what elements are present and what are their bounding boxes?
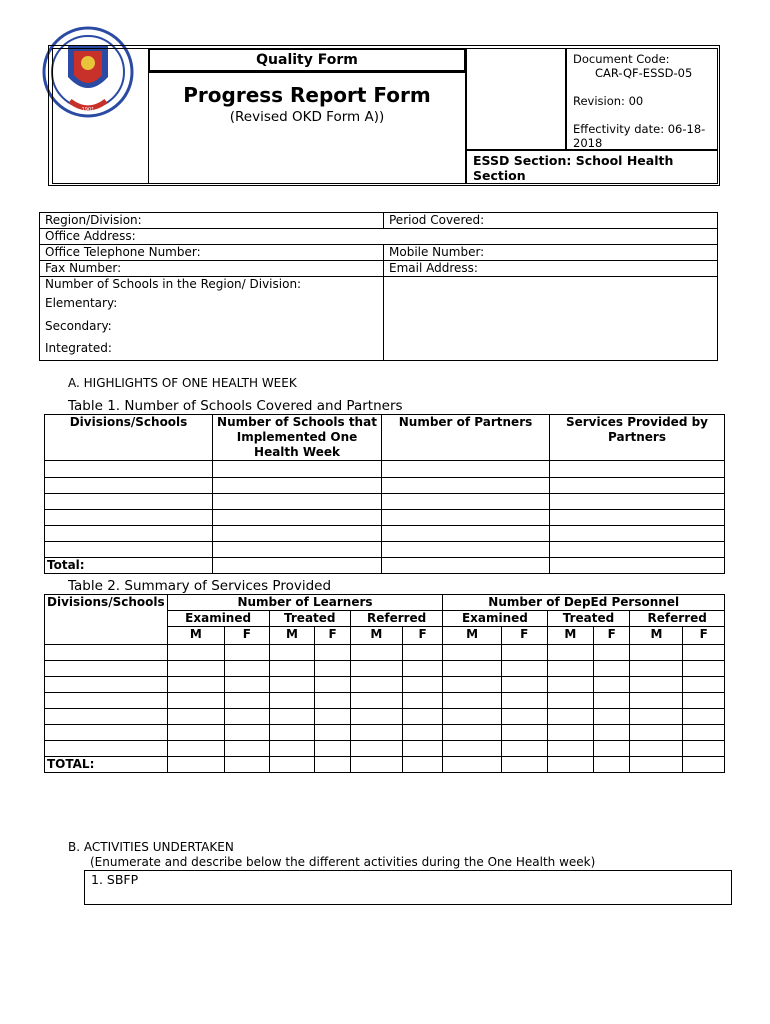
table-cell[interactable] xyxy=(594,693,630,709)
table-row xyxy=(45,757,725,773)
table-cell[interactable] xyxy=(443,661,502,677)
table-cell[interactable] xyxy=(350,709,402,725)
table-cell[interactable] xyxy=(501,661,547,677)
table-cell[interactable] xyxy=(224,677,269,693)
t2-total-label: TOTAL: xyxy=(45,757,168,773)
table-cell[interactable] xyxy=(269,693,315,709)
table-cell[interactable] xyxy=(594,741,630,757)
table-cell[interactable] xyxy=(594,677,630,693)
table-cell[interactable] xyxy=(501,693,547,709)
table-cell[interactable] xyxy=(45,526,213,542)
revision: Revision: 00 xyxy=(573,94,644,108)
table-cell[interactable] xyxy=(547,725,594,741)
table-cell[interactable] xyxy=(213,478,382,494)
table-row xyxy=(45,677,725,693)
table-cell[interactable] xyxy=(45,494,213,510)
table-cell[interactable] xyxy=(315,661,351,677)
table-cell[interactable] xyxy=(350,725,402,741)
table-cell[interactable] xyxy=(547,709,594,725)
table-cell[interactable] xyxy=(213,542,382,558)
table-cell[interactable] xyxy=(683,709,725,725)
t2-m: M xyxy=(350,627,402,645)
table-cell[interactable] xyxy=(630,645,683,661)
table-cell[interactable] xyxy=(45,510,213,526)
elementary-label: Elementary: xyxy=(45,296,118,310)
table-cell[interactable] xyxy=(45,478,213,494)
table-cell[interactable] xyxy=(224,661,269,677)
table-cell[interactable] xyxy=(683,741,725,757)
t2-m: M xyxy=(269,627,315,645)
integrated-label: Integrated: xyxy=(45,341,112,355)
table-cell[interactable] xyxy=(683,661,725,677)
section-b-instruction: (Enumerate and describe below the different activities during the One Health week) xyxy=(90,855,596,869)
table-cell[interactable] xyxy=(45,661,168,677)
table-cell[interactable] xyxy=(594,661,630,677)
table-row xyxy=(45,709,725,725)
table-cell[interactable] xyxy=(550,494,725,510)
essd-section-line2: Section xyxy=(473,168,526,183)
table-cell[interactable] xyxy=(269,741,315,757)
t2-header-personnel: Number of DepEd Personnel xyxy=(443,595,725,611)
schools-count-blank[interactable] xyxy=(384,277,718,361)
t2-m: M xyxy=(443,627,502,645)
table-cell[interactable] xyxy=(402,725,443,741)
t2-m: M xyxy=(630,627,683,645)
t2-f: F xyxy=(315,627,351,645)
table-cell[interactable] xyxy=(630,741,683,757)
table-cell[interactable] xyxy=(443,677,502,693)
activity-item-1: 1. SBFP xyxy=(91,872,139,887)
essd-section-cell xyxy=(466,150,718,184)
table-cell[interactable] xyxy=(402,645,443,661)
t1-total-label: Total: xyxy=(45,558,213,574)
table-cell[interactable] xyxy=(224,709,269,725)
table-cell[interactable] xyxy=(630,725,683,741)
table-cell[interactable] xyxy=(167,741,224,757)
essd-section-line1: ESSD Section: School Health xyxy=(473,153,674,168)
table-cell[interactable] xyxy=(594,709,630,725)
table-cell[interactable] xyxy=(315,693,351,709)
table-cell[interactable] xyxy=(315,725,351,741)
table-cell[interactable] xyxy=(45,693,168,709)
t1-header-divisions: Divisions/Schools xyxy=(45,415,213,461)
table-cell[interactable] xyxy=(683,677,725,693)
table-cell[interactable] xyxy=(547,677,594,693)
t1-header-services: Services Provided by Partners xyxy=(550,415,725,461)
table-cell[interactable] xyxy=(501,645,547,661)
table-cell[interactable] xyxy=(224,693,269,709)
table-cell[interactable] xyxy=(630,709,683,725)
table-cell[interactable] xyxy=(402,741,443,757)
table-cell[interactable] xyxy=(594,757,630,773)
table-cell[interactable] xyxy=(382,542,550,558)
region-division-field[interactable]: Region/Division: xyxy=(40,213,384,229)
title-box xyxy=(148,72,466,184)
table-cell[interactable] xyxy=(269,757,315,773)
table-cell[interactable] xyxy=(167,677,224,693)
table-cell[interactable] xyxy=(683,725,725,741)
document-info-cell xyxy=(566,48,718,150)
table-cell[interactable] xyxy=(501,709,547,725)
t1-header-schools: Number of Schools that Implemented One Health Week xyxy=(213,415,382,461)
table-row xyxy=(45,645,725,661)
table-cell[interactable] xyxy=(45,725,168,741)
table-cell[interactable] xyxy=(167,645,224,661)
table-cell[interactable] xyxy=(402,661,443,677)
section-a-title: A. HIGHLIGHTS OF ONE HEALTH WEEK xyxy=(68,376,297,390)
table-cell[interactable] xyxy=(269,709,315,725)
table-cell[interactable] xyxy=(350,661,402,677)
table2-caption: Table 2. Summary of Services Provided xyxy=(68,578,332,594)
t2-header-divisions: Divisions/Schools xyxy=(45,595,168,645)
table-cell[interactable] xyxy=(550,461,725,478)
table-cell[interactable] xyxy=(501,741,547,757)
table-cell[interactable] xyxy=(443,725,502,741)
office-telephone-field[interactable]: Office Telephone Number: xyxy=(40,245,384,261)
svg-text:1901: 1901 xyxy=(81,107,95,113)
table-cell[interactable] xyxy=(350,645,402,661)
table-cell[interactable] xyxy=(224,741,269,757)
table-cell[interactable] xyxy=(45,645,168,661)
t2-f: F xyxy=(683,627,725,645)
quality-form-label: Quality Form xyxy=(148,48,466,72)
table-cell[interactable] xyxy=(382,510,550,526)
table-row xyxy=(45,661,725,677)
document-code-label: Document Code: xyxy=(573,52,670,66)
document-code-value: CAR-QF-ESSD-05 xyxy=(595,66,693,80)
table2-services-summary xyxy=(44,594,725,773)
table-cell[interactable] xyxy=(224,645,269,661)
table-cell[interactable] xyxy=(550,526,725,542)
form-title: Progress Report Form xyxy=(183,83,431,107)
table-cell[interactable] xyxy=(683,645,725,661)
schools-count-cell[interactable] xyxy=(40,277,384,361)
email-address-field[interactable]: Email Address: xyxy=(384,261,718,277)
effectivity-year: 2018 xyxy=(573,136,603,150)
table-cell[interactable] xyxy=(683,693,725,709)
t2-personnel-examined: Examined xyxy=(443,611,547,627)
table-cell[interactable] xyxy=(382,558,550,574)
table-row xyxy=(45,693,725,709)
table-cell[interactable] xyxy=(547,645,594,661)
t2-f: F xyxy=(402,627,443,645)
table-cell[interactable] xyxy=(630,677,683,693)
table-cell[interactable] xyxy=(45,709,168,725)
table-cell[interactable] xyxy=(547,693,594,709)
t2-f: F xyxy=(224,627,269,645)
table-cell[interactable] xyxy=(550,510,725,526)
header-blank-cell xyxy=(466,48,566,150)
table-cell[interactable] xyxy=(382,461,550,478)
table-cell[interactable] xyxy=(269,661,315,677)
table-cell[interactable] xyxy=(501,757,547,773)
table-cell[interactable] xyxy=(382,494,550,510)
table-cell[interactable] xyxy=(45,677,168,693)
table-cell[interactable] xyxy=(594,645,630,661)
period-covered-field[interactable]: Period Covered: xyxy=(384,213,718,229)
table-cell[interactable] xyxy=(630,757,683,773)
table-cell[interactable] xyxy=(443,709,502,725)
table-cell[interactable] xyxy=(443,741,502,757)
table-cell[interactable] xyxy=(402,709,443,725)
t2-learners-referred: Referred xyxy=(350,611,442,627)
table-cell[interactable] xyxy=(167,757,224,773)
table-cell[interactable] xyxy=(213,526,382,542)
table-cell[interactable] xyxy=(167,725,224,741)
table-cell[interactable] xyxy=(213,558,382,574)
table-cell[interactable] xyxy=(350,757,402,773)
table-cell[interactable] xyxy=(45,741,168,757)
table-cell[interactable] xyxy=(443,693,502,709)
table-cell[interactable] xyxy=(630,661,683,677)
table-cell[interactable] xyxy=(315,741,351,757)
mobile-number-field[interactable]: Mobile Number: xyxy=(384,245,718,261)
section-b-title: B. ACTIVITIES UNDERTAKEN xyxy=(68,840,234,854)
form-subtitle: (Revised OKD Form A)) xyxy=(229,109,385,125)
table-cell[interactable] xyxy=(167,693,224,709)
table-cell[interactable] xyxy=(443,645,502,661)
table-cell[interactable] xyxy=(382,526,550,542)
table-cell[interactable] xyxy=(683,757,725,773)
table-cell[interactable] xyxy=(269,677,315,693)
table-cell[interactable] xyxy=(224,725,269,741)
t2-learners-treated: Treated xyxy=(269,611,350,627)
t2-personnel-treated: Treated xyxy=(547,611,630,627)
t1-header-partners: Number of Partners xyxy=(382,415,550,461)
t2-f: F xyxy=(594,627,630,645)
table-cell[interactable] xyxy=(350,741,402,757)
table-cell[interactable] xyxy=(550,478,725,494)
table-cell[interactable] xyxy=(443,757,502,773)
t2-personnel-referred: Referred xyxy=(630,611,725,627)
t2-learners-examined: Examined xyxy=(167,611,269,627)
office-address-field[interactable]: Office Address: xyxy=(40,229,718,245)
table-cell[interactable] xyxy=(315,709,351,725)
table-cell[interactable] xyxy=(45,542,213,558)
table-cell[interactable] xyxy=(630,693,683,709)
table-cell[interactable] xyxy=(382,478,550,494)
table-cell[interactable] xyxy=(550,542,725,558)
fax-number-field[interactable]: Fax Number: xyxy=(40,261,384,277)
table-row xyxy=(45,725,725,741)
effectivity-date: Effectivity date: 06-18- xyxy=(573,122,706,136)
table-cell[interactable] xyxy=(550,558,725,574)
table1-schools-partners xyxy=(44,414,725,574)
table-row xyxy=(45,741,725,757)
t2-header-learners: Number of Learners xyxy=(167,595,443,611)
office-info-table xyxy=(39,212,718,361)
table-cell[interactable] xyxy=(547,661,594,677)
table-cell[interactable] xyxy=(269,645,315,661)
num-schools-label: Number of Schools in the Region/ Division: xyxy=(45,277,302,291)
table-cell[interactable] xyxy=(402,693,443,709)
table-cell[interactable] xyxy=(269,725,315,741)
t2-f: F xyxy=(501,627,547,645)
table-cell[interactable] xyxy=(315,757,351,773)
activities-box[interactable] xyxy=(84,870,732,905)
table-cell[interactable] xyxy=(213,494,382,510)
table-cell[interactable] xyxy=(224,757,269,773)
table-cell[interactable] xyxy=(350,693,402,709)
table-cell[interactable] xyxy=(547,757,594,773)
table-cell[interactable] xyxy=(402,757,443,773)
table-cell[interactable] xyxy=(547,741,594,757)
table-cell[interactable] xyxy=(501,677,547,693)
table-cell[interactable] xyxy=(213,510,382,526)
table-cell[interactable] xyxy=(402,677,443,693)
table-cell[interactable] xyxy=(350,677,402,693)
table-cell[interactable] xyxy=(315,677,351,693)
table1-caption: Table 1. Number of Schools Covered and Partners xyxy=(68,398,403,414)
table-cell[interactable] xyxy=(167,709,224,725)
table-cell[interactable] xyxy=(213,461,382,478)
table-cell[interactable] xyxy=(45,461,213,478)
table-cell[interactable] xyxy=(501,725,547,741)
table-cell[interactable] xyxy=(594,725,630,741)
table-cell[interactable] xyxy=(167,661,224,677)
table-cell[interactable] xyxy=(315,645,351,661)
t2-m: M xyxy=(547,627,594,645)
secondary-label: Secondary: xyxy=(45,318,112,333)
t2-m: M xyxy=(167,627,224,645)
